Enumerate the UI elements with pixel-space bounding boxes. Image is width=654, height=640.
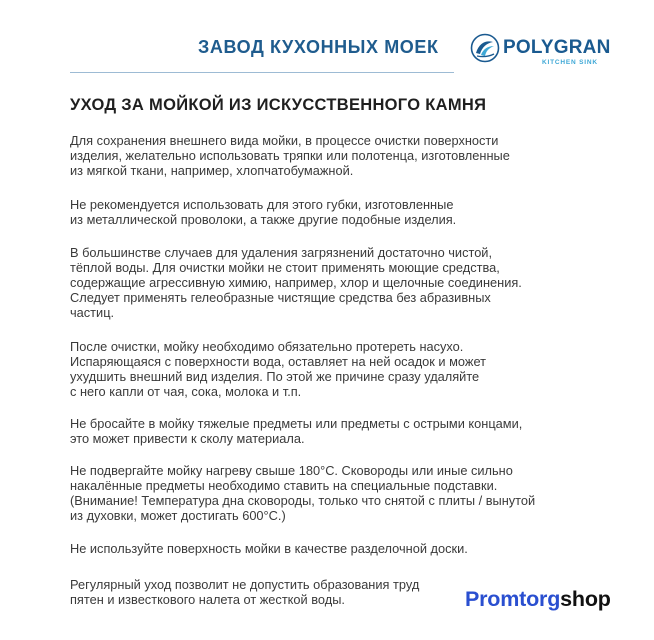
promtorgshop-watermark bbox=[445, 573, 654, 640]
header-title: ЗАВОД КУХОННЫХ МОЕК bbox=[198, 37, 439, 57]
text-line: тёплой воды. Для очистки мойки не стоит применять моющие средства, bbox=[70, 260, 500, 275]
text-line: Следует применять гелеобразные чистящие средства без абразивных bbox=[70, 290, 491, 305]
paragraph bbox=[70, 133, 510, 178]
text-line: из металлической проволоки, а также другие подобные изделия. bbox=[70, 212, 457, 227]
paragraph bbox=[70, 541, 468, 556]
watermark-part-1: Promtorg bbox=[465, 587, 561, 611]
wave-logo-icon bbox=[470, 33, 500, 63]
paragraph bbox=[70, 463, 535, 523]
text-line: Регулярный уход позволит не допустить образования труд bbox=[70, 577, 420, 592]
polygran-logo bbox=[470, 33, 620, 73]
text-line: (Внимание! Температура дна сковороды, только что снятой с плиты / вынутой bbox=[70, 493, 536, 508]
text-line: В большинстве случаев для удаления загрязнений достаточно чистой, bbox=[70, 245, 493, 260]
paragraph bbox=[70, 245, 522, 320]
text-line: После очистки, мойку необходимо обязательно протереть насухо. bbox=[70, 339, 464, 354]
text-line: пятен и известкового налета от жесткой воды. bbox=[70, 592, 345, 607]
paragraph bbox=[70, 416, 522, 446]
text-line: Не рекомендуется использовать для этого губки, изготовленные bbox=[70, 197, 454, 212]
text-line: ухудшить внешний вид изделия. По этой же причине сразу удаляйте bbox=[70, 369, 480, 384]
header-divider bbox=[70, 72, 454, 73]
logo-brand: POLYGRAN bbox=[503, 37, 611, 58]
text-line: с него капли от чая, сока, молока и т.п. bbox=[70, 384, 302, 399]
document-heading: УХОД ЗА МОЙКОЙ ИЗ ИСКУССТВЕННОГО КАМНЯ bbox=[70, 96, 487, 114]
text-line: Не бросайте в мойку тяжелые предметы или предметы с острыми концами, bbox=[70, 416, 523, 431]
text-line: Не подвергайте мойку нагреву свыше 180°С. Сковороды или иные сильно bbox=[70, 463, 513, 478]
text-line: Для сохранения внешнего вида мойки, в процессе очистки поверхности bbox=[70, 133, 499, 148]
text-line: изделия, желательно использовать тряпки или полотенца, изготовленные bbox=[70, 148, 510, 163]
text-line: частиц. bbox=[70, 305, 115, 320]
text-line: накалённые предметы необходимо ставить на специальные подставки. bbox=[70, 478, 498, 493]
watermark-text bbox=[465, 587, 611, 612]
watermark-part-2: shop bbox=[560, 587, 611, 611]
text-line: содержащие агрессивную химию, например, хлор и щелочные соединения. bbox=[70, 275, 522, 290]
text-line: это может привести к сколу материала. bbox=[70, 431, 305, 446]
text-line: Не используйте поверхность мойки в качестве разделочной доски. bbox=[70, 541, 468, 556]
paragraph bbox=[70, 577, 419, 607]
paragraph bbox=[70, 197, 456, 227]
text-line: из мягкой ткани, например, хлопчатобумажной. bbox=[70, 163, 354, 178]
paragraph bbox=[70, 339, 486, 399]
text-line: Испаряющаяся с поверхности вода, оставляет на ней осадок и может bbox=[70, 354, 487, 369]
text-line: из духовки, может достигать 600°С.) bbox=[70, 508, 286, 523]
logo-subtitle: KITCHEN SINK bbox=[542, 59, 598, 66]
